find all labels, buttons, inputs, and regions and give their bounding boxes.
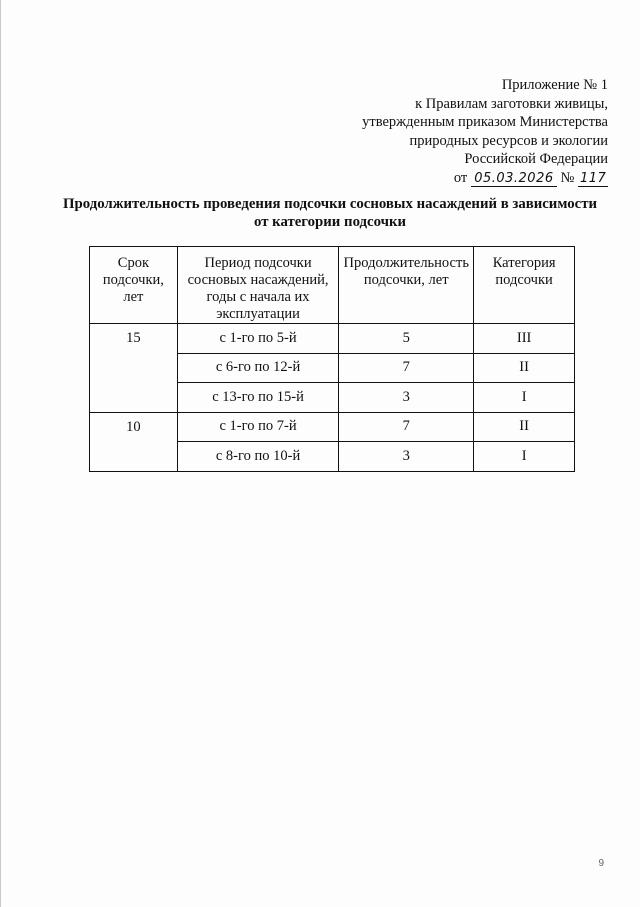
- header-category: Категория подсочки: [474, 247, 575, 324]
- from-label: от: [453, 169, 468, 186]
- handwritten-order-number: 117: [580, 170, 607, 186]
- number-label: №: [560, 169, 575, 186]
- period-cell: с 1-го по 5-й: [177, 324, 338, 354]
- appendix-date-number-line: [288, 169, 608, 188]
- page-number: 9: [598, 858, 604, 869]
- header-term: Срок подсочки, лет: [90, 247, 178, 324]
- appendix-title: Приложение № 1: [501, 77, 608, 93]
- term-cell: 15: [90, 324, 178, 413]
- period-cell: с 6-го по 12-й: [177, 353, 338, 383]
- duration-cell: 7: [339, 412, 474, 442]
- appendix-ministry: природных ресурсов и экологии: [409, 132, 608, 149]
- title-line-2: от категории подсочки: [253, 213, 406, 230]
- appendix-country: Российской Федерации: [464, 151, 608, 168]
- duration-cell: 3: [339, 383, 474, 413]
- category-cell: I: [474, 442, 575, 472]
- category-cell: II: [474, 353, 575, 383]
- document-title: [41, 196, 619, 231]
- term-cell: 10: [90, 412, 178, 471]
- table-header-row: [90, 247, 575, 324]
- duration-cell: 7: [339, 353, 474, 383]
- header-duration: Продолжительность подсочки, лет: [339, 247, 474, 324]
- handwritten-date: 05.03.2026: [471, 172, 557, 187]
- appendix-rules-reference: к Правилам заготовки живицы,: [415, 95, 608, 112]
- table-row: [90, 412, 575, 442]
- category-cell: I: [474, 383, 575, 413]
- tapping-duration-table: [89, 246, 575, 472]
- category-cell: II: [474, 412, 575, 442]
- period-cell: с 1-го по 7-й: [177, 412, 338, 442]
- appendix-approved-by: утвержденным приказом Министерства: [362, 114, 608, 131]
- category-cell: III: [474, 324, 575, 354]
- table-row: [90, 324, 575, 354]
- period-cell: с 13-го по 15-й: [177, 383, 338, 413]
- appendix-header: [288, 76, 608, 188]
- header-period: Период подсочки сосновых насаждений, годы с начала их эксплуатации: [177, 247, 338, 324]
- duration-cell: 5: [339, 324, 474, 354]
- title-line-1: Продолжительность проведения подсочки сосновых насаждений в зависимости: [63, 196, 597, 212]
- period-cell: с 8-го по 10-й: [177, 442, 338, 472]
- duration-cell: 3: [339, 442, 474, 472]
